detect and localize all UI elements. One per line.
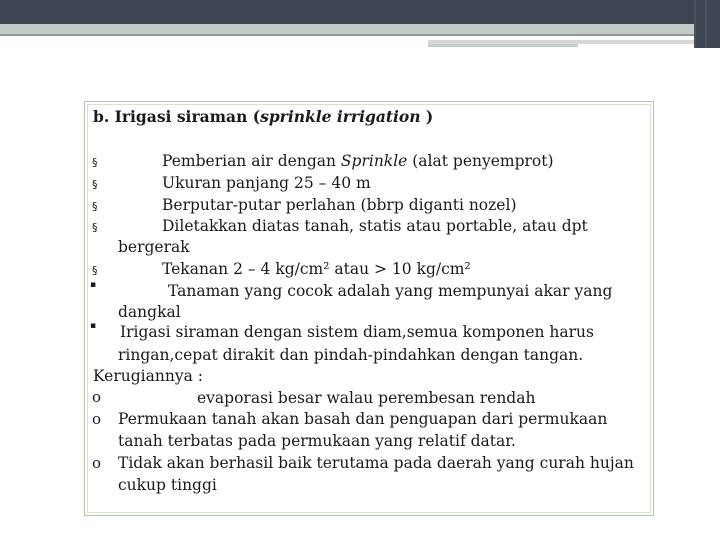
kerugian-item: evaporasi besar walau perembesan rendah	[197, 389, 536, 407]
bullet-item-continuation: bergerak	[118, 238, 190, 256]
bullet-item: Diletakkan diatas tanah, statis atau portable, atau dpt	[162, 217, 588, 235]
bullet-marker: §	[92, 221, 98, 234]
kerugian-item: Tidak akan berhasil baik terutama pada daerah yang curah hujan	[118, 454, 634, 472]
bullet-marker: §	[92, 178, 98, 191]
circle-marker: o	[92, 388, 102, 406]
bullet-marker: §	[92, 156, 98, 169]
kerugian-item: Permukaan tanah akan basah dan penguapan dari permukaan	[118, 410, 608, 428]
circle-marker: o	[92, 410, 102, 428]
bullet-item-continuation: dangkal	[118, 303, 181, 321]
bullet-item: Berputar-putar perlahan (bbrp diganti nozel)	[162, 196, 517, 214]
bullet-marker: §	[92, 200, 98, 213]
kerugian-label: Kerugiannya :	[93, 367, 203, 385]
heading-suffix: )	[420, 107, 434, 126]
header-corner-block	[694, 0, 720, 48]
heading-prefix: b. Irigasi siraman (	[93, 107, 261, 126]
circle-marker: o	[92, 454, 102, 472]
header-stripe-line	[0, 34, 694, 36]
bullet-item: Tanaman yang cocok adalah yang mempunyai akar yang	[168, 282, 613, 300]
header-vertical-line	[705, 0, 707, 48]
section-heading	[93, 106, 433, 127]
bullet-item: Irigasi siraman dengan sistem diam,semua komponen harus	[120, 323, 594, 341]
bullet-marker: §	[92, 264, 98, 277]
header-stripe	[0, 24, 694, 34]
kerugian-item-continuation: cukup tinggi	[118, 476, 217, 494]
bullet-marker-small: ▪	[90, 321, 97, 331]
bullet-marker-small: ▪	[90, 280, 97, 290]
header-bar	[0, 0, 720, 24]
heading-italic: sprinkle irrigation	[260, 107, 421, 126]
header-accent-bar-short	[428, 44, 578, 47]
bullet-item: Tekanan 2 – 4 kg/cm² atau > 10 kg/cm²	[162, 260, 471, 278]
bullet-item: Pemberian air dengan Sprinkle (alat penyemprot)	[162, 152, 554, 170]
header-vertical-line	[694, 0, 696, 48]
bullet-item-continuation: ringan,cepat dirakit dan pindah-pindahkan dengan tangan.	[118, 346, 584, 364]
kerugian-item-continuation: tanah terbatas pada permukaan yang relatif datar.	[118, 432, 516, 450]
bullet-item: Ukuran panjang 25 – 40 m	[162, 174, 371, 192]
